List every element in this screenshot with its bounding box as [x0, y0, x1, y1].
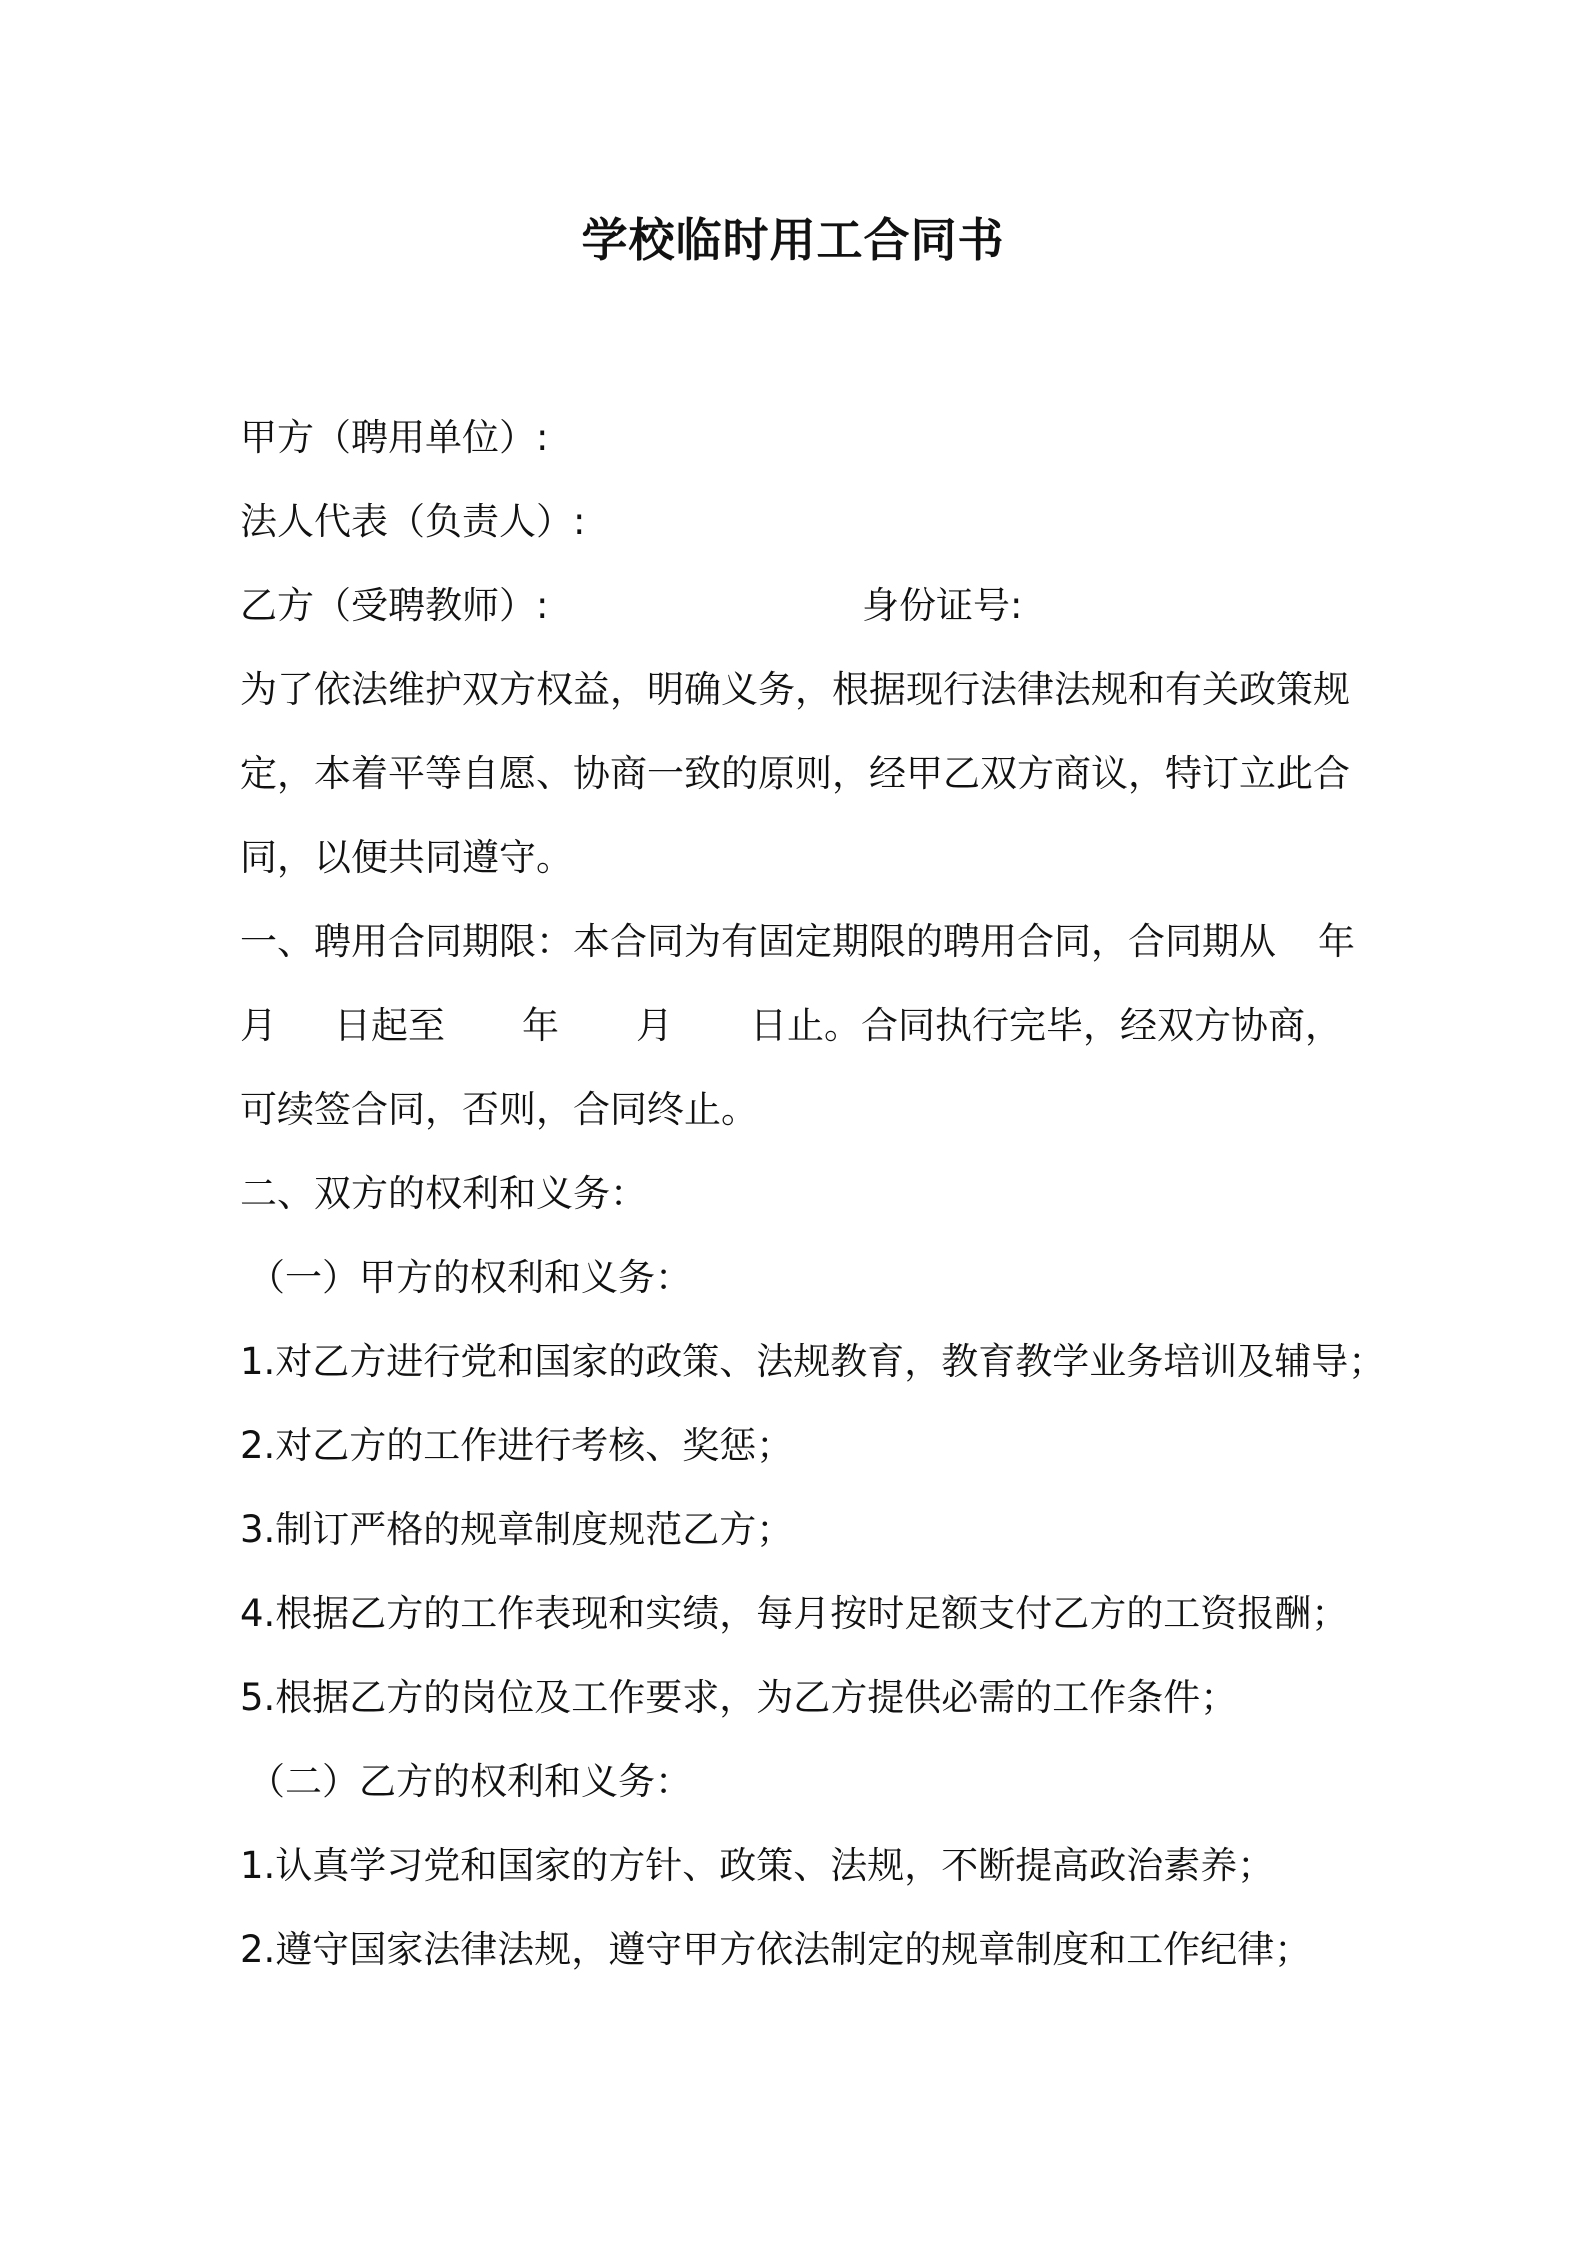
intro-line-2: 定，本着平等自愿、协商一致的原则，经甲乙双方商议，特订立此合	[240, 752, 1350, 795]
sub-a-item-1: 1.对乙方进行党和国家的政策、法规教育，教育教学业务培训及辅导；	[240, 1340, 1386, 1383]
section1-line-3: 可续签合同，否则，合同终止。	[240, 1088, 758, 1131]
section2-heading: 二、双方的权利和义务：	[240, 1172, 647, 1215]
intro-line-1: 为了依法维护双方权益，明确义务，根据现行法律法规和有关政策规	[240, 668, 1350, 711]
section1-year-2: 年	[522, 1004, 559, 1047]
section1-month-2: 月	[636, 1004, 673, 1047]
section1-year-1: 年	[1318, 920, 1355, 963]
sub-a-item-3: 3.制订严格的规章制度规范乙方；	[240, 1508, 794, 1551]
section1-day-start: 日起至	[334, 1004, 445, 1047]
sub-a-item-2: 2.对乙方的工作进行考核、奖惩；	[240, 1424, 794, 1467]
intro-line-3: 同，以便共同遵守。	[240, 836, 573, 879]
section1-line-1: 一、聘用合同期限：本合同为有固定期限的聘用合同，合同期从	[240, 920, 1276, 963]
party-b-label: 乙方（受聘教师）:	[240, 584, 549, 627]
sub-b-item-2: 2.遵守国家法律法规，遵守甲方依法制定的规章制度和工作纪律；	[240, 1928, 1312, 1971]
sub-a-item-4: 4.根据乙方的工作表现和实绩，每月按时足额支付乙方的工资报酬；	[240, 1592, 1349, 1635]
section2-sub-a-heading: （一）甲方的权利和义务：	[248, 1256, 692, 1299]
section1-day-end: 日止。合同执行完毕，经双方协商，	[750, 1004, 1342, 1047]
sub-a-item-5: 5.根据乙方的岗位及工作要求，为乙方提供必需的工作条件；	[240, 1676, 1238, 1719]
id-number-label: 身份证号:	[862, 584, 1023, 627]
section1-month-1: 月	[240, 1004, 277, 1047]
legal-rep-label: 法人代表（负责人）:	[240, 500, 586, 543]
section2-sub-b-heading: （二）乙方的权利和义务：	[248, 1760, 692, 1803]
document-title: 学校临时用工合同书	[581, 213, 1005, 267]
sub-b-item-1: 1.认真学习党和国家的方针、政策、法规，不断提高政治素养；	[240, 1844, 1275, 1887]
party-a-label: 甲方（聘用单位）:	[240, 416, 549, 459]
